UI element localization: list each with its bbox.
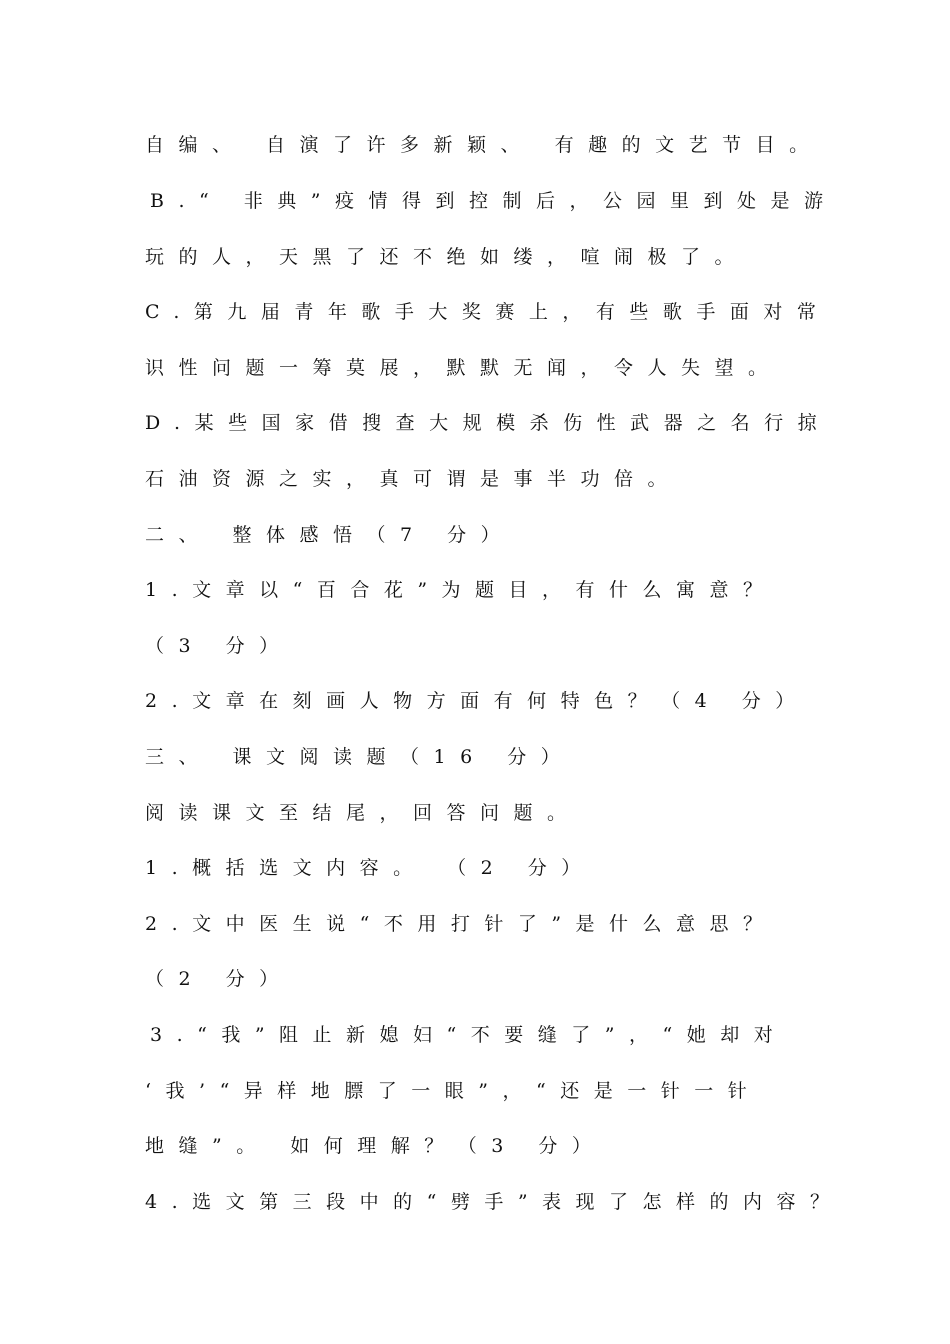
text-line: 玩的人，天黑了还不绝如缕，喧闹极了。 (145, 246, 749, 268)
question-line: 4.选文第三段中的“劈手”表现了怎样的内容？ (145, 1191, 844, 1213)
instruction-line: 阅读课文至结尾，回答问题。 (145, 802, 581, 824)
question-line: 1.文章以“百合花”为题目，有什么寓意？ (145, 579, 777, 601)
question-line: 3.“我”阻止新媳妇“不要缝了”，“她却对 (150, 1024, 788, 1046)
score-line: （2 分） (145, 968, 293, 990)
option-d-line: D.某些国家借搜查大规模杀伤性武器之名行掠 (145, 412, 832, 434)
question-line: 1.概括选文内容。 （2 分） (145, 857, 595, 879)
text-line: 自编、 自演了许多新颖、 有趣的文艺节目。 (145, 134, 823, 156)
question-line: 2.文中医生说“不用打针了”是什么意思？ (145, 913, 777, 935)
section-heading: 三、 课文阅读题（16 分） (145, 746, 575, 768)
text-line: ‘我’“异样地膘了一眼”，“还是一针一针 (145, 1080, 762, 1102)
text-line: 地缝”。 如何理解？（3 分） (145, 1135, 606, 1157)
option-b-line: B.“ 非典”疫情得到控制后，公园里到处是游 (150, 190, 838, 212)
text-line: 石油资源之实，真可谓是事半功倍。 (145, 468, 682, 490)
text-line: 识性问题一筹莫展，默默无闻，令人失望。 (145, 357, 782, 379)
score-line: （3 分） (145, 635, 293, 657)
section-heading: 二、 整体感悟（7 分） (145, 524, 515, 546)
question-line: 2.文章在刻画人物方面有何特色？（4 分） (145, 690, 809, 712)
option-c-line: C.第九届青年歌手大奖赛上，有些歌手面对常 (145, 301, 831, 323)
